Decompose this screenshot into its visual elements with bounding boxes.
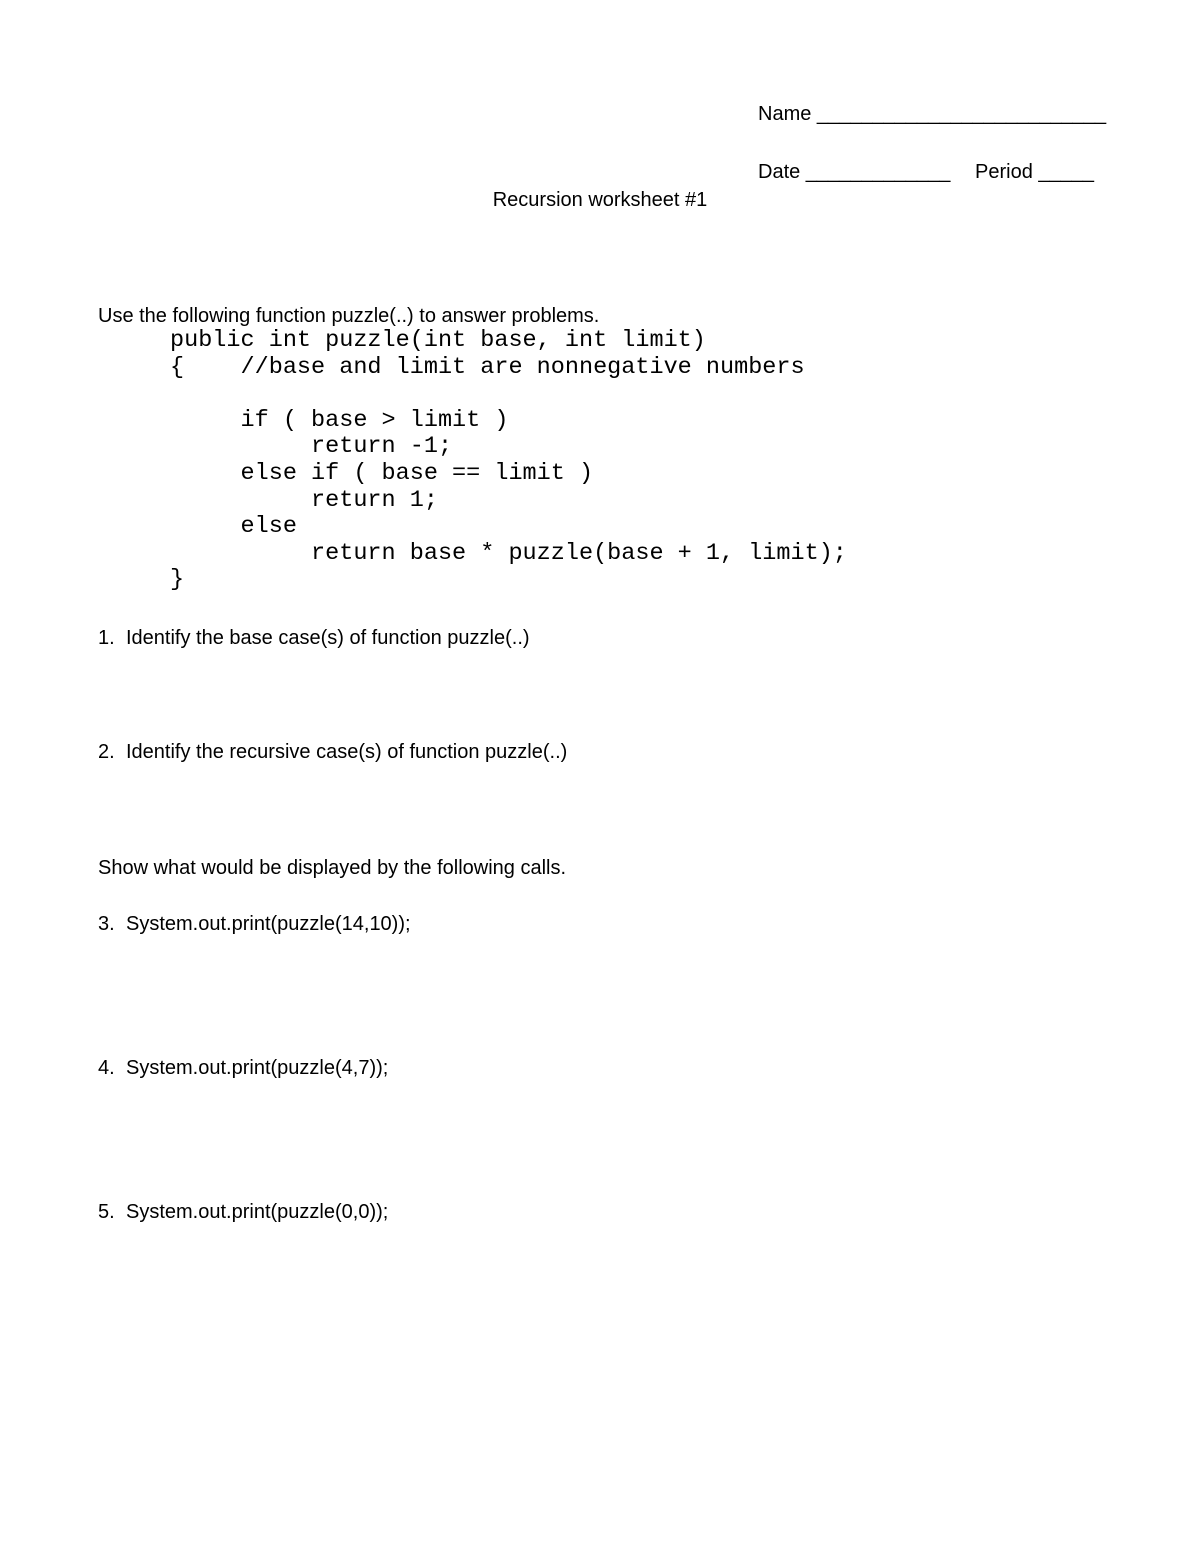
question-number: 5. bbox=[98, 1201, 115, 1223]
question-number: 2. bbox=[98, 741, 115, 763]
question-text: Identify the base case(s) of function puzzle(..) bbox=[126, 627, 530, 649]
question-number: 1. bbox=[98, 627, 115, 649]
question-text: System.out.print(puzzle(4,7)); bbox=[126, 1057, 389, 1079]
code-line bbox=[170, 381, 847, 408]
question-number: 3. bbox=[98, 913, 115, 935]
code-line: } bbox=[170, 566, 185, 594]
code-line: return -1; bbox=[170, 433, 453, 461]
period-field-line: Period _____ bbox=[975, 161, 1094, 183]
question-text: Identify the recursive case(s) of function puzzle(..) bbox=[126, 741, 568, 763]
code-line: return 1; bbox=[170, 486, 438, 514]
show-instruction: Show what would be displayed by the following calls. bbox=[98, 857, 567, 879]
page-title: Recursion worksheet #1 bbox=[492, 189, 708, 211]
question-1 bbox=[98, 626, 530, 650]
code-line: return base * puzzle(base + 1, limit); bbox=[170, 539, 847, 567]
question-3 bbox=[98, 912, 411, 936]
code-block bbox=[170, 328, 847, 594]
code-line: else bbox=[170, 513, 297, 541]
code-line: else if ( base == limit ) bbox=[170, 459, 594, 487]
question-number: 4. bbox=[98, 1057, 115, 1079]
code-line: if ( base > limit ) bbox=[170, 406, 509, 434]
intro-instruction: Use the following function puzzle(..) to answer problems. bbox=[98, 305, 600, 327]
question-5 bbox=[98, 1200, 388, 1224]
code-line: { //base and limit are nonnegative numbers bbox=[170, 353, 805, 381]
question-text: System.out.print(puzzle(14,10)); bbox=[126, 913, 411, 935]
name-field-line: Name __________________________ bbox=[758, 103, 1107, 125]
question-4 bbox=[98, 1056, 388, 1080]
question-text: System.out.print(puzzle(0,0)); bbox=[126, 1201, 389, 1223]
question-2 bbox=[98, 740, 567, 764]
code-line: public int puzzle(int base, int limit) bbox=[170, 327, 706, 354]
date-field-line: Date _____________ bbox=[758, 161, 951, 183]
